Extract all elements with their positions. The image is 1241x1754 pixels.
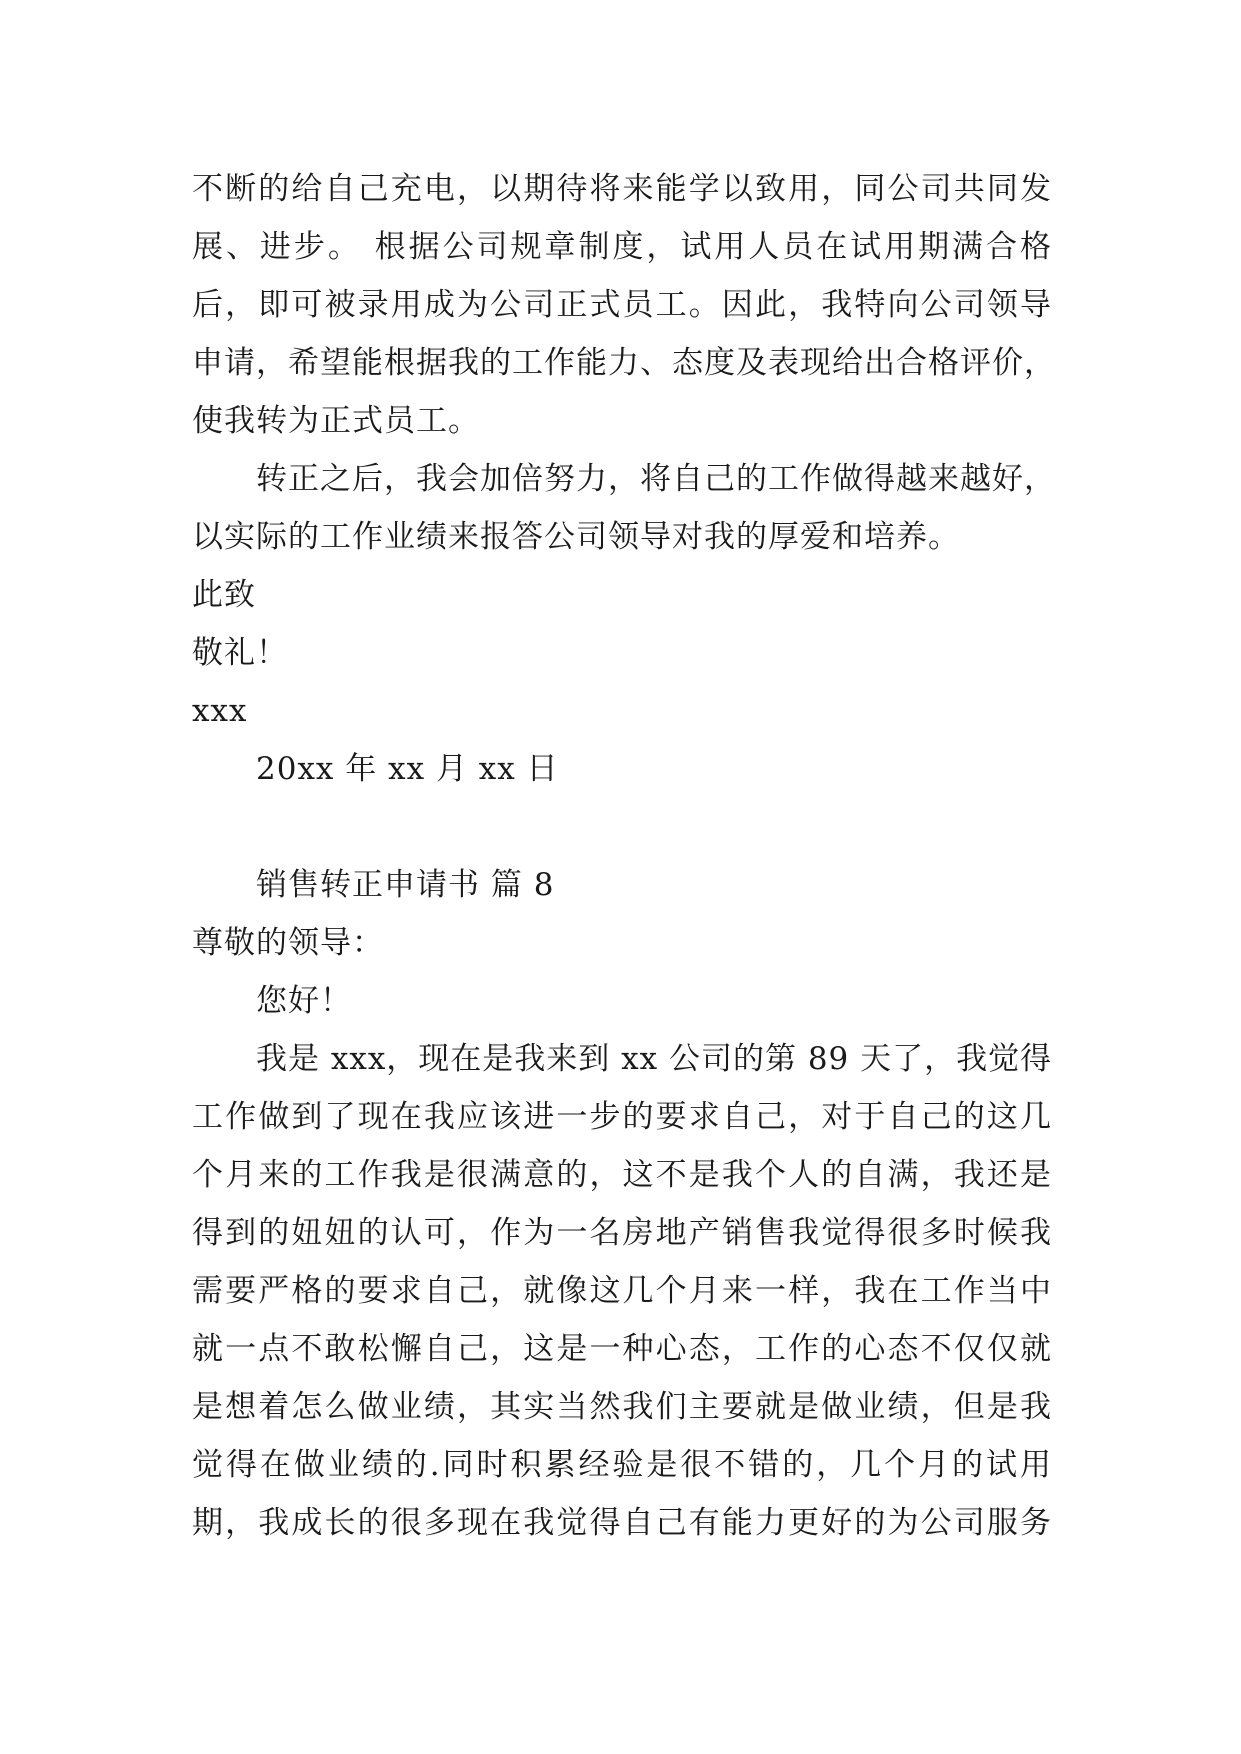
text-line: 我是 xxx，现在是我来到 xx 公司的第 89 天了，我觉得 [256,1041,1053,1077]
paragraph-continuation [192,160,1056,450]
text-line: 以实际的工作业绩来报答公司领导对我的厚爱和培养。 [192,519,960,555]
closing-cizhi: 此致 [192,577,256,613]
text-line: 转正之后，我会加倍努力，将自己的工作做得越来越好， [256,461,1056,497]
section-title: 销售转正申请书 篇 8 [256,867,555,903]
text-line: 不断的给自己充电，以期待将来能学以致用，同公司共同发 [192,171,1052,207]
greeting: 您好！ [256,983,352,1019]
text-line: 使我转为正式员工。 [192,403,480,439]
signature: xxx [192,693,248,729]
text-line: 是想着怎么做业绩，其实当然我们主要就是做业绩，但是我 [192,1389,1052,1425]
paragraph-promise [192,450,1056,566]
text-line: 觉得在做业绩的.同时积累经验是很不错的，几个月的试用 [192,1447,1052,1483]
text-line: 展、进步。 根据公司规章制度，试用人员在试用期满合格 [192,229,1052,265]
date-line: 20xx 年 xx 月 xx 日 [256,751,559,787]
text-line: 个月来的工作我是很满意的，这不是我个人的自满，我还是 [192,1157,1052,1193]
closing-jingli: 敬礼！ [192,635,288,671]
paragraph-body [192,1030,1052,1552]
text-line: 得到的妞妞的认可，作为一名房地产销售我觉得很多时候我 [192,1215,1052,1251]
text-line: 工作做到了现在我应该进一步的要求自己，对于自己的这几 [192,1099,1052,1135]
text-line: 需要严格的要求自己，就像这几个月来一样，我在工作当中 [192,1273,1052,1309]
text-line: 期，我成长的很多现在我觉得自己有能力更好的为公司服务 [192,1505,1052,1541]
text-line: 后，即可被录用成为公司正式员工。因此，我特向公司领导 [192,287,1052,323]
salutation: 尊敬的领导： [192,925,384,961]
text-line: 就一点不敢松懈自己，这是一种心态，工作的心态不仅仅就 [192,1331,1052,1367]
text-line: 申请，希望能根据我的工作能力、态度及表现给出合格评价， [192,345,1056,381]
